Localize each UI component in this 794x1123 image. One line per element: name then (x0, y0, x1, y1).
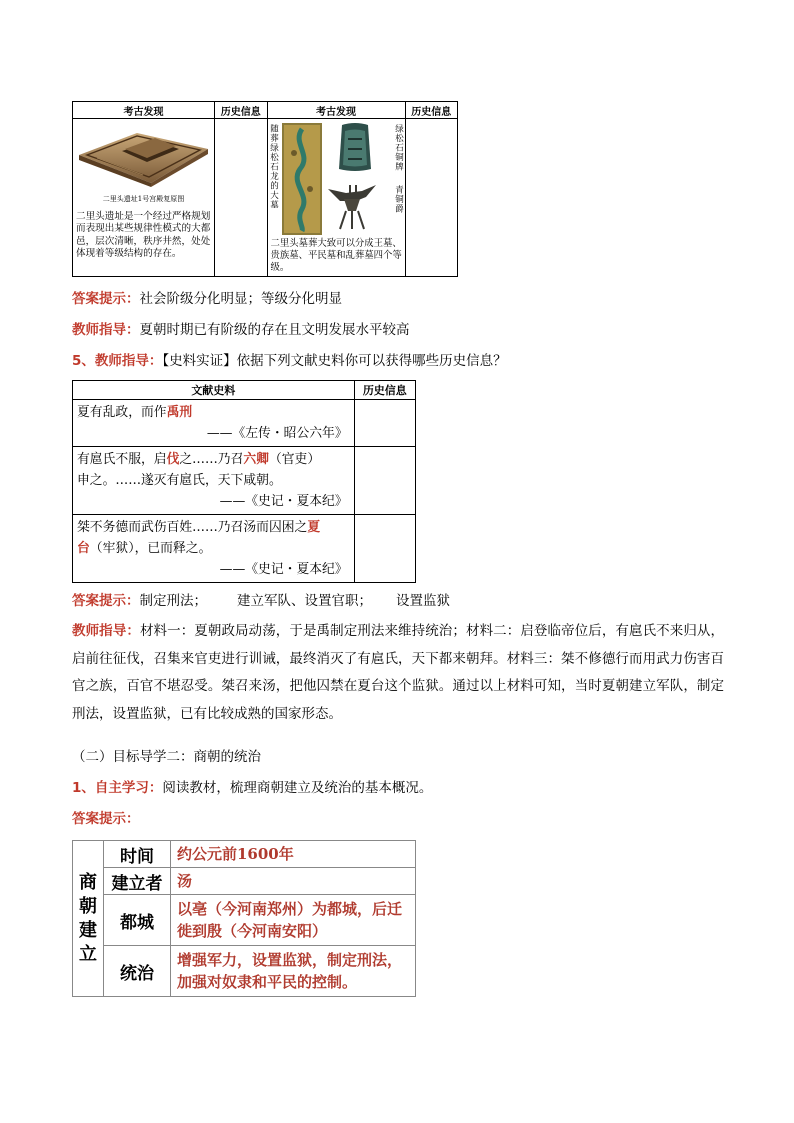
bronze-jue-image (326, 179, 378, 231)
row-label: 都城 (104, 895, 171, 946)
palace-reconstruction-image (77, 125, 210, 187)
palace-caption: 二里头遗址1号宫殿复原图 (102, 195, 185, 203)
shang-dynasty-table (72, 840, 416, 997)
row-value: 约公元前1600年 (171, 841, 416, 868)
history-info-cell (215, 119, 268, 277)
table-row (73, 868, 416, 895)
table-row (73, 946, 416, 997)
teacher-guide-2: 教师指导：材料一：夏朝政局动荡，于是禹制定刑法来维持统治；材料二：启登临帝位后，有扈氏不来归从，启前往征伐，召集来官吏进行训诫，最终消灭了有扈氏，天下都来朝拜。材料三：桀不修德行而用武力伤害百官之族，百官不堪忍受。桀召来汤，把他囚禁在夏台这个监狱。通过以上材料可知，当时夏朝建立军队，制定刑法，设置监狱，已有比较成熟的国家形态。 (72, 623, 725, 722)
jue-label: 青铜爵 (393, 185, 404, 214)
col-header: 文献史料 (73, 381, 355, 400)
col-header: 考古发现 (267, 102, 405, 119)
table-row: 夏有乱政，而作禹刑 ——《左传・昭公六年》 (73, 400, 416, 447)
answer-hint-1: 答案提示：社会阶级分化明显；等级分化明显 (72, 291, 342, 307)
history-info-cell (354, 447, 415, 515)
col-header: 历史信息 (405, 102, 458, 119)
history-info-cell (405, 119, 458, 277)
table-row (73, 841, 416, 868)
history-info-cell (354, 400, 415, 447)
section-heading: （二）目标导学二：商朝的统治 (72, 749, 261, 765)
self-study-question: 1、自主学习：阅读教材，梳理商朝建立及统治的基本概况。 (72, 780, 433, 796)
col-header: 历史信息 (215, 102, 268, 119)
row-value: 增强军力，设置监狱，制定刑法，加强对奴隶和平民的控制。 (171, 946, 416, 997)
table-row (73, 895, 416, 946)
answer-hint-2: 答案提示：制定刑法； 建立军队、设置官职； 设置监狱 (72, 593, 450, 609)
literature-sources-table (72, 380, 416, 583)
col-header: 考古发现 (73, 102, 215, 119)
palace-description: 二里头遗址是一个经过严格规划而表现出某些规律性模式的大都邑，层次清晰，秩序井然，处处体现着等级结构的存在。 (76, 211, 211, 260)
col-header: 历史信息 (354, 381, 415, 400)
row-label: 统治 (104, 946, 171, 997)
turquoise-plaque-image (336, 123, 374, 173)
tomb-label: 随葬绿松石龙的大墓 (268, 124, 279, 210)
row-value: 汤 (171, 868, 416, 895)
question-5: 5、教师指导：【史料实证】依据下列文献史料你可以获得哪些历史信息？ (72, 353, 507, 369)
row-label: 时间 (104, 841, 171, 868)
answer-hint-3: 答案提示： (72, 811, 140, 827)
plaque-label: 绿松石铜牌 (393, 124, 404, 172)
history-info-cell (354, 515, 415, 583)
teacher-guide-1: 教师指导：夏朝时期已有阶级的存在且文明发展水平较高 (72, 322, 410, 338)
turquoise-dragon-tomb-image (282, 123, 322, 235)
tomb-description: 二里头墓葬大致可以分成王墓、贵族墓、平民墓和乱葬墓四个等级。 (270, 238, 402, 274)
table-row: 有扈氏不服，启伐之……乃召六卿（官吏） 申之。……遂灭有扈氏，天下咸朝。 ——《史记・夏本纪》 (73, 447, 416, 515)
archaeology-table (72, 101, 458, 277)
side-title: 商 朝 建 立 (73, 841, 104, 997)
row-value: 以亳（今河南郑州）为都城，后迁徙到殷（今河南安阳） (171, 895, 416, 946)
table-row: 桀不务德而武伤百姓……乃召汤而囚困之夏 台（牢狱），已而释之。 ——《史记・夏本纪》 (73, 515, 416, 583)
row-label: 建立者 (104, 868, 171, 895)
